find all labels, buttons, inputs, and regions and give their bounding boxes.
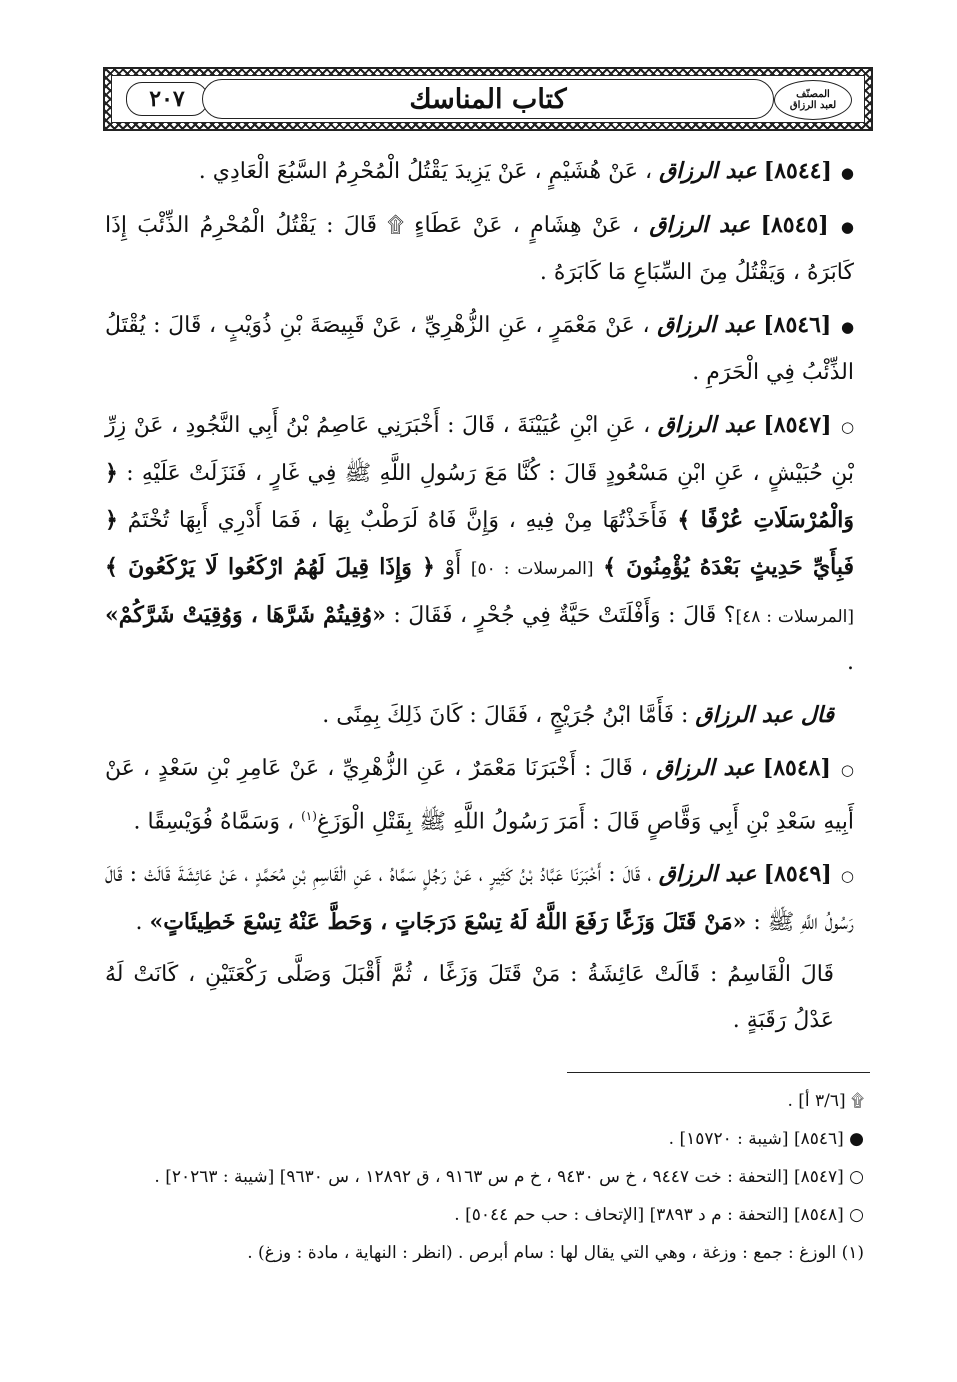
quran-quote: ﴿ فَبِأَيِّ حَدِيثٍ بَعْدَهُ يُؤْمِنُونَ ﴾: [105, 507, 855, 580]
hadith-text: ، عَنِ ابْنِ عُيَيْنَةَ ، قَالَ : أَخْبَرَنِي عَاصِمُ بْنُ أَبِي النَّجُودِ ، عَنْ زِرِّ بْنِ حُبَيْشٍ ، عَنِ ابْنِ مَسْعُودٍ قَالَ : كُنَّا مَعَ رَسُولِ اللَّهِ ﷺ فِي غَارٍ ، فَنَزَلَتْ عَلَيْهِ :: [105, 413, 854, 486]
hadith-text: .: [135, 910, 143, 936]
surah-reference: [المرسلات : ٤٨]: [735, 607, 854, 627]
hadith-text: ، عَنْ مَعْمَرٍ ، عَنِ الزُّهْرِيِّ ، عَنْ قَبِيصَةَ بْنِ ذُوَيْبٍ ، قَالَ : يُقْتَلُ الذِّئْبُ فِي الْحَرَمِ .: [105, 313, 854, 385]
hadith-8545: [105, 202, 854, 296]
footnote-item: ۩ [٣/٦ أ] .: [787, 1091, 864, 1111]
hadith-number: [٨٥٤٩]: [763, 861, 832, 888]
hadith-8547: [105, 402, 854, 686]
hadith-text: ، عَنْ هِشَامٍ ، عَنْ عَطَاءٍ ۩ قَالَ : يَقْتُلُ الْمُحْرِمُ الذِّئْبَ إِذَا كَابَرَهُ ، وَيَقْتُلُ مِنَ السِّبَاعِ مَا كَابَرَهُ .: [105, 213, 854, 285]
narrator-name: عبد الرزاق: [659, 158, 757, 184]
narrator-name: عبد الرزاق: [658, 861, 757, 888]
bullet-filled-icon: ●: [840, 164, 854, 182]
narrator-name: عبد الرزاق: [657, 412, 756, 438]
hadith-text: قَالَ الْقَاسِمُ : قَالَتْ عَائِشَةُ : مَنْ قَتَلَ وَزَغًا ، ثُمَّ أَقْبَلَ وَصَلَّى رَكْعَتَيْنِ ، كَانَتْ لَهُ عَدْلُ رَقَبَةٍ .: [105, 962, 834, 1034]
hadith-number: [٨٥٤٦]: [763, 312, 832, 338]
book-logo-line1: المصنّف: [796, 88, 830, 100]
hadith-8549-note: [105, 952, 854, 1044]
hadith-8547-note: [105, 692, 854, 739]
page-number: [126, 82, 208, 116]
surah-reference: [المرسلات : ٥٠]: [470, 559, 594, 579]
prophet-saying: «مَنْ قَتَلَ وَزَغًا رَفَعَ اللَّهُ لَهُ تِسْعَ دَرَجَاتٍ ، وَحَطَّ عَنْهُ تِسْعَ خَطِيئَاتٍ»: [149, 909, 747, 936]
bullet-filled-icon: ●: [840, 318, 855, 336]
narrator-name: عبد الرزاق: [649, 212, 751, 238]
page-header: [103, 67, 873, 131]
hadith-text: ، وَسَمَّاهُ فُوَيْسِقًا .: [133, 809, 295, 835]
main-text: [105, 148, 854, 1050]
bullet-filled-icon: ●: [840, 218, 855, 236]
book-logo: [774, 80, 852, 120]
footnote-item: ○ [٨٥٤٨] [التحفة : م د ٣٨٩٣] [الإتحاف : حب حم ٥٠٤٤] .: [454, 1205, 864, 1225]
hadith-text: ، قَالَ : أَخْبَرَنَا عَبَّادُ بْنُ كَثِيرٍ ، عَنْ رَجُلٍ سَمَّاهُ ، عَنِ الْقَاسِمِ بْنِ مُحَمَّدٍ ، عَنْ عَائِشَةَ قَالَتْ : قَالَ رَسُولُ اللَّهِ ﷺ :: [105, 862, 854, 936]
hadith-number: [٨٥٤٤]: [763, 158, 832, 184]
quran-quote: ﴿ وَإِذَا قِيلَ لَهُمُ ارْكَعُوا لَا يَرْكَعُونَ ﴾: [105, 554, 435, 580]
narrator-name: عبد الرزاق: [657, 312, 756, 338]
hadith-text: فَأَخَذْتُهَا مِنْ فِيهِ ، وَإِنَّ فَاهُ لَرَطْبٌ بِهَا ، فَمَا أَدْرِي أَبِهَا تُخْتَمُ: [127, 508, 668, 533]
hadith-text: ، عَنْ هُشَيْمٍ ، عَنْ يَزِيدَ يَقْتُلُ الْمُحْرِمُ السَّبُعَ الْعَادِي .: [198, 159, 653, 184]
bullet-hollow-icon: ○: [840, 761, 855, 779]
quran-quote: ﴿ وَالْمُرْسَلَاتِ عُرْفًا ﴾: [105, 460, 855, 533]
hadith-text: : فَأَمَّا ابْنُ جُرَيْجٍ ، فَقَالَ : كَانَ ذَلِكَ بِمِنًى .: [322, 703, 689, 728]
footnote-marker[interactable]: (١): [301, 809, 317, 823]
narrator-name: عبد الرزاق: [655, 755, 755, 781]
hadith-number: [٨٥٤٧]: [763, 412, 832, 438]
hadith-text: ، قَالَ : أَخْبَرَنَا مَعْمَرٌ ، عَنِ الزُّهْرِيِّ ، عَنْ عَامِرِ بْنِ سَعْدٍ ، عَنْ أَبِيهِ سَعْدِ بْنِ أَبِي وَقَّاصٍ قَالَ : أَمَرَ رَسُولُ اللَّهِ ﷺ بِقَتْلِ الْوَزَغِ: [105, 756, 854, 835]
hadith-8549: [105, 851, 854, 946]
footnote-divider: [567, 1072, 870, 1073]
footnote-item: (١) الوزغ : جمع : وزغة ، وهي التي يقال لها : سام أبرص . (انظر : النهاية ، مادة : وزغ) .: [247, 1243, 864, 1263]
hadith-text: ؟ قَالَ : وَأَفْلَتَتْ حَيَّةٌ فِي جُحْرٍ ، فَقَالَ :: [393, 603, 736, 628]
hadith-text: أَوْ: [444, 555, 462, 580]
footnote-item: ● [٨٥٤٦] [شيبة : ١٥٧٢٠] .: [668, 1129, 864, 1149]
header-title-cartouche: [202, 79, 774, 119]
hadith-8546: [105, 302, 854, 396]
book-title: كتاب المناسك: [409, 83, 567, 115]
hadith-8544: [105, 148, 854, 196]
hadith-number: [٨٥٤٨]: [762, 755, 831, 781]
hadith-8548: [105, 745, 854, 845]
bullet-hollow-icon: ○: [840, 867, 854, 886]
hadith-text: .: [847, 650, 854, 675]
footnote-item: ○ [٨٥٤٧] [التحفة : خت ٩٤٤٧ ، خ س ٩٤٣٠ ، خ م س ٩١٦٣ ، ق ١٢٨٩٢ ، س ٩٦٣٠] [شيبة : ٢٠٢٦٣] .: [154, 1167, 864, 1187]
hadith-number: [٨٥٤٥]: [760, 212, 829, 238]
page-number-text: ٢٠٧: [149, 86, 185, 112]
header-inner-frame: [111, 75, 865, 123]
narrator-name: قال عبد الرزاق: [695, 702, 834, 728]
bullet-hollow-icon: ○: [840, 418, 855, 436]
footnotes: [105, 1084, 864, 1274]
prophet-saying: «وُقِيتُمْ شَرَّهَا ، وَوُقِيَتْ شَرَّكُمْ»: [105, 602, 386, 628]
book-logo-line2: لعبد الرزاق: [789, 100, 837, 111]
